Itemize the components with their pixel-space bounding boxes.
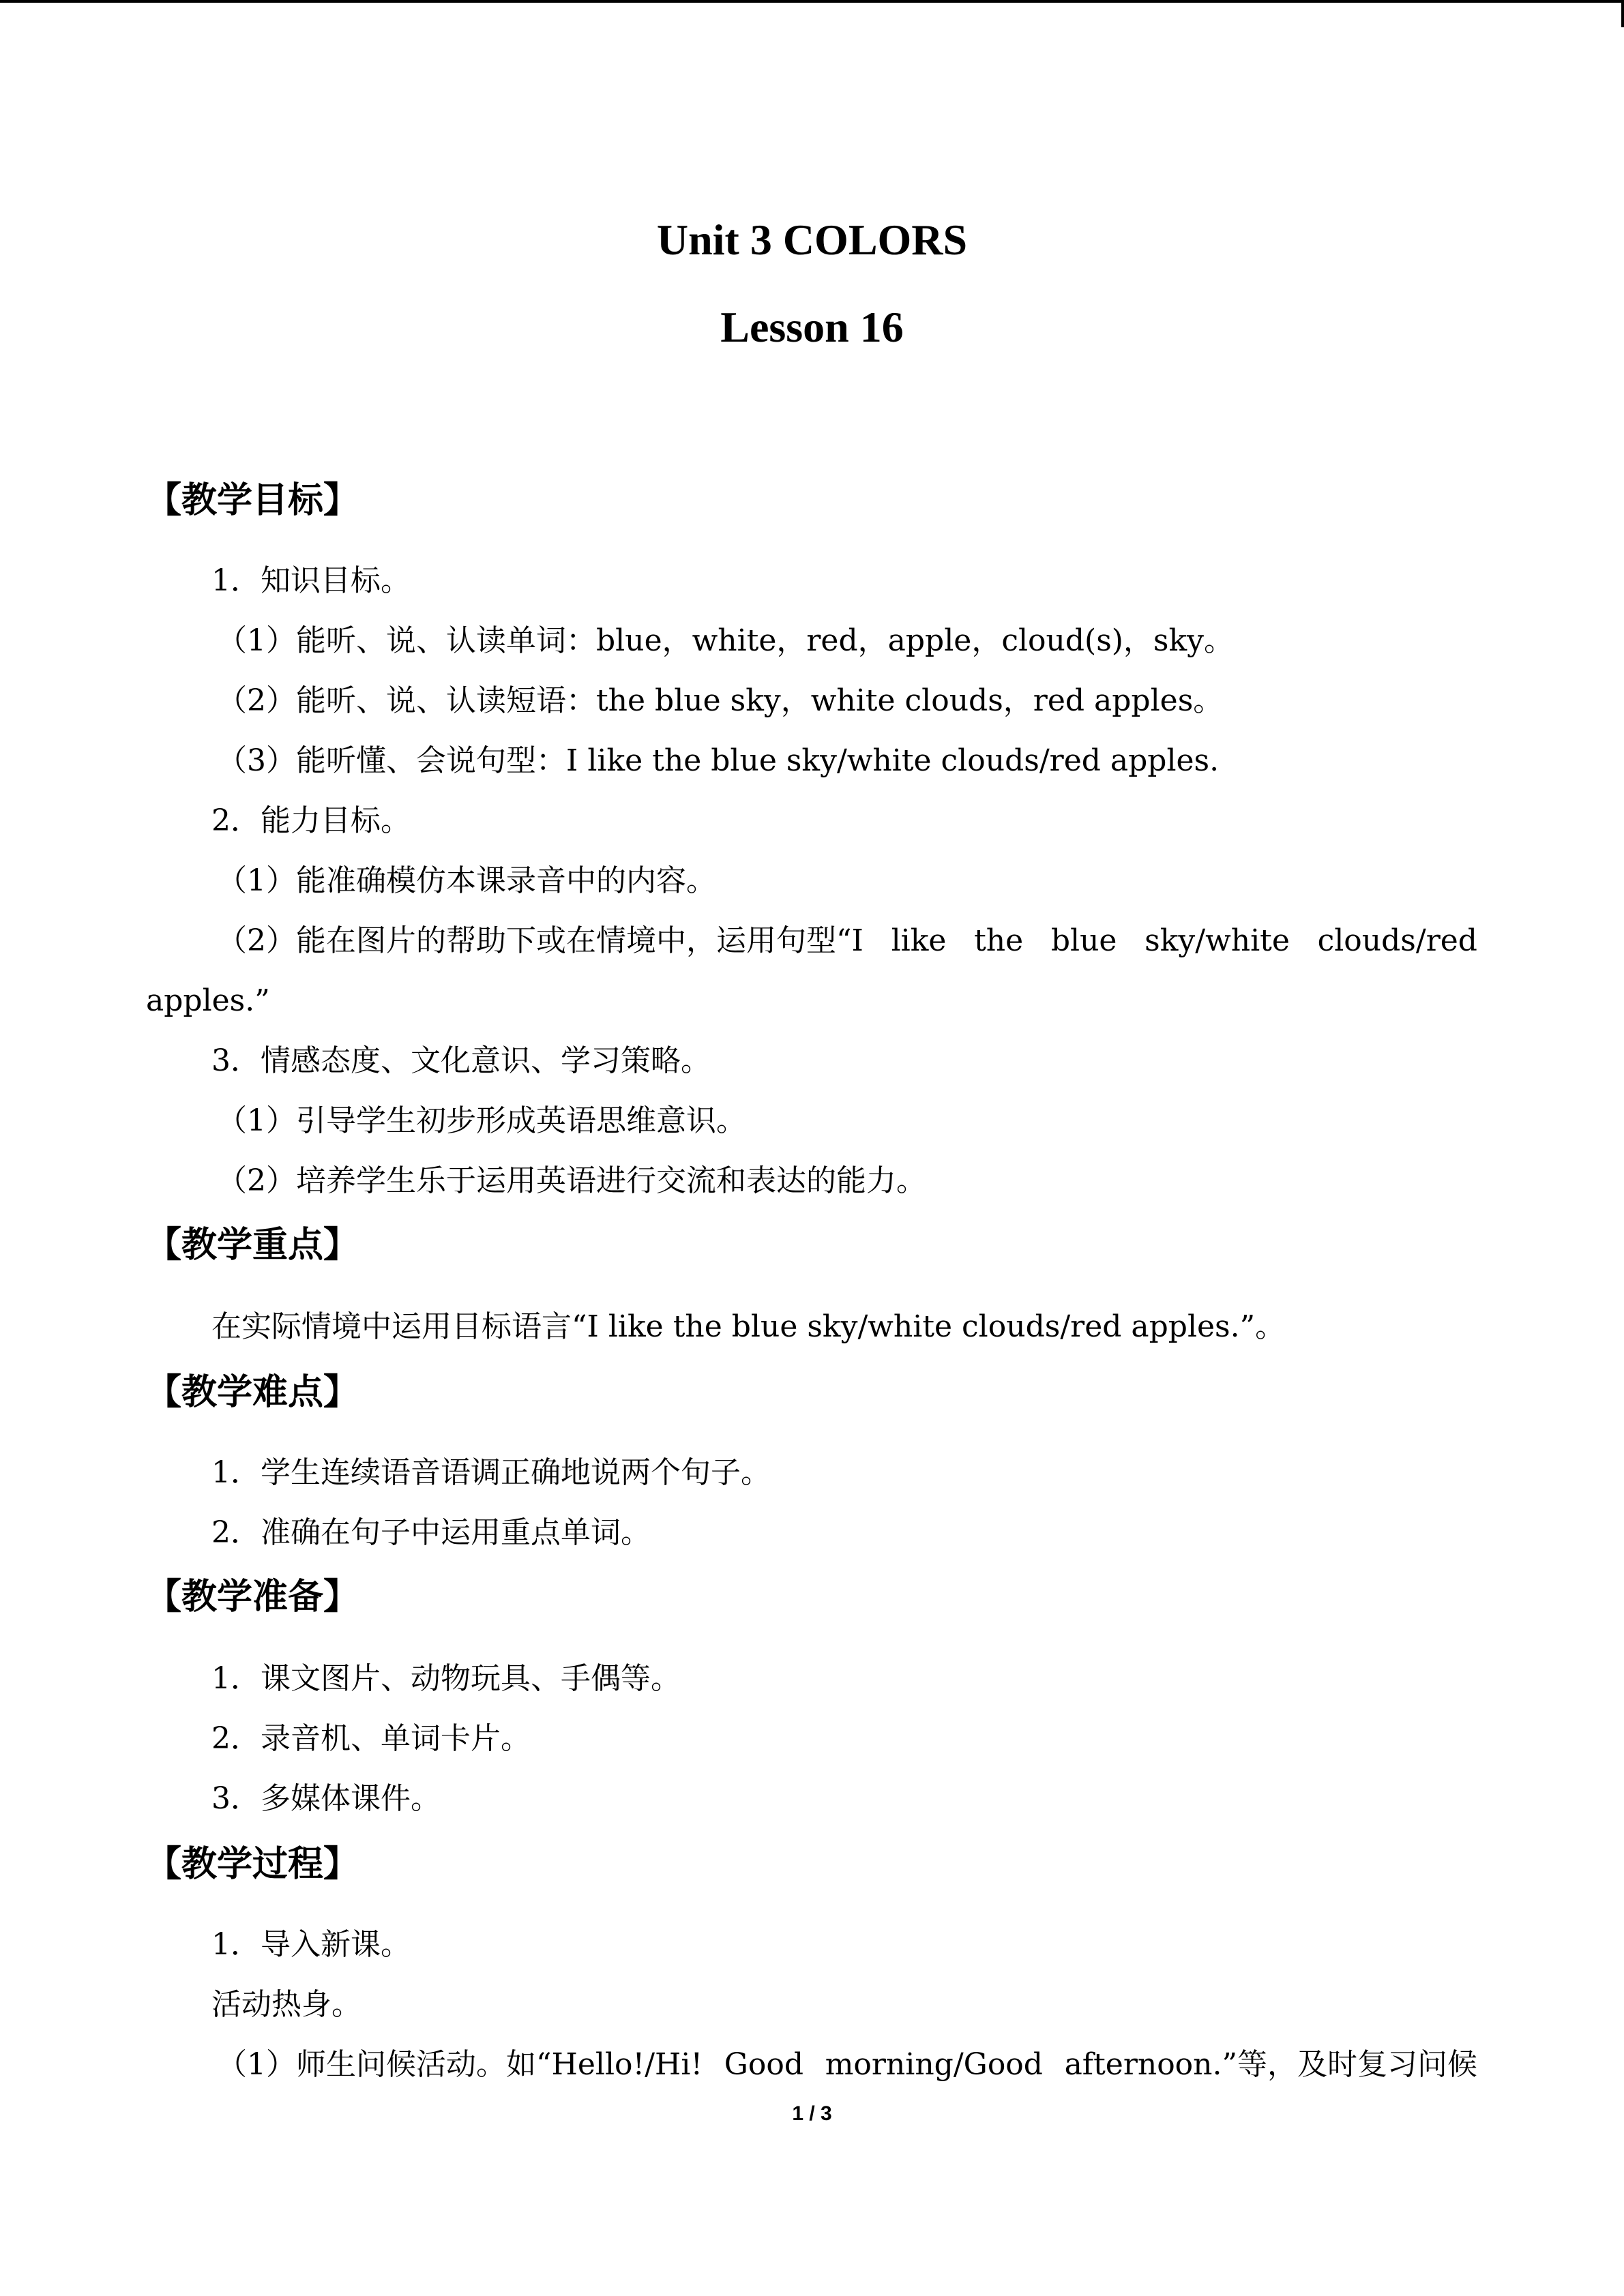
goal-subitem-apply-cont: apples.” bbox=[146, 983, 270, 1018]
page-number: 1 / 3 bbox=[792, 2102, 832, 2125]
heading-teaching-goals: 【教学目标】 bbox=[146, 480, 359, 521]
preparation-item-3: 3．多媒体课件。 bbox=[211, 1781, 441, 1816]
process-warmup: 活动热身。 bbox=[211, 1987, 361, 2022]
process-subitem-greeting bbox=[217, 2044, 1477, 2085]
goal-item-ability: 2．能力目标。 bbox=[211, 803, 411, 838]
preparation-item-2: 2．录音机、单词卡片。 bbox=[211, 1721, 531, 1756]
page-border-right bbox=[1621, 0, 1624, 27]
word: morning/Good bbox=[825, 2047, 1043, 2082]
word: blue bbox=[1050, 923, 1117, 958]
heading-teaching-process: 【教学过程】 bbox=[146, 1844, 359, 1885]
page-border-top bbox=[0, 0, 1624, 3]
word: like bbox=[891, 923, 947, 958]
heading-teaching-preparation: 【教学准备】 bbox=[146, 1577, 359, 1617]
goal-subitem-words: （1）能听、说、认读单词：blue，white，red，apple，cloud(s)，sky。 bbox=[217, 623, 1235, 658]
document-title: Unit 3 COLORS bbox=[656, 215, 968, 264]
word: （2）能在图片的帮助下或在情境中，运用句型“I bbox=[217, 923, 863, 958]
preparation-item-1: 1．课文图片、动物玩具、手偶等。 bbox=[211, 1661, 681, 1696]
word: Good bbox=[724, 2047, 804, 2082]
goal-subitem-thinking: （1）引导学生初步形成英语思维意识。 bbox=[217, 1103, 746, 1138]
goal-subitem-apply bbox=[217, 921, 1477, 961]
word: sky/white bbox=[1145, 923, 1290, 958]
focus-text: 在实际情境中运用目标语言“I like the blue sky/white clouds/red apples.”。 bbox=[211, 1309, 1286, 1344]
difficulty-item-1: 1．学生连续语音语调正确地说两个句子。 bbox=[211, 1455, 771, 1490]
difficulty-item-2: 2．准确在句子中运用重点单词。 bbox=[211, 1515, 651, 1550]
goal-subitem-imitate: （1）能准确模仿本课录音中的内容。 bbox=[217, 863, 716, 898]
heading-teaching-difficulty: 【教学难点】 bbox=[146, 1372, 359, 1413]
word: afternoon.”等，及时复习问候 bbox=[1064, 2047, 1477, 2082]
heading-teaching-focus: 【教学重点】 bbox=[146, 1225, 359, 1266]
word: the bbox=[974, 923, 1024, 958]
goal-subitem-phrases: （2）能听、说、认读短语：the blue sky，white clouds，red apples。 bbox=[217, 683, 1224, 718]
goal-subitem-sentences: （3）能听懂、会说句型：I like the blue sky/white clouds/red apples. bbox=[217, 743, 1220, 778]
process-item-1: 1．导入新课。 bbox=[211, 1927, 411, 1962]
goal-subitem-communicate: （2）培养学生乐于运用英语进行交流和表达的能力。 bbox=[217, 1163, 926, 1198]
word: clouds/red bbox=[1317, 923, 1477, 958]
word: （1）师生问候活动。如“Hello!/Hi! bbox=[217, 2047, 703, 2082]
goal-item-knowledge: 1．知识目标。 bbox=[211, 563, 411, 598]
goal-item-attitude: 3．情感态度、文化意识、学习策略。 bbox=[211, 1043, 711, 1078]
document-subtitle: Lesson 16 bbox=[720, 303, 904, 351]
